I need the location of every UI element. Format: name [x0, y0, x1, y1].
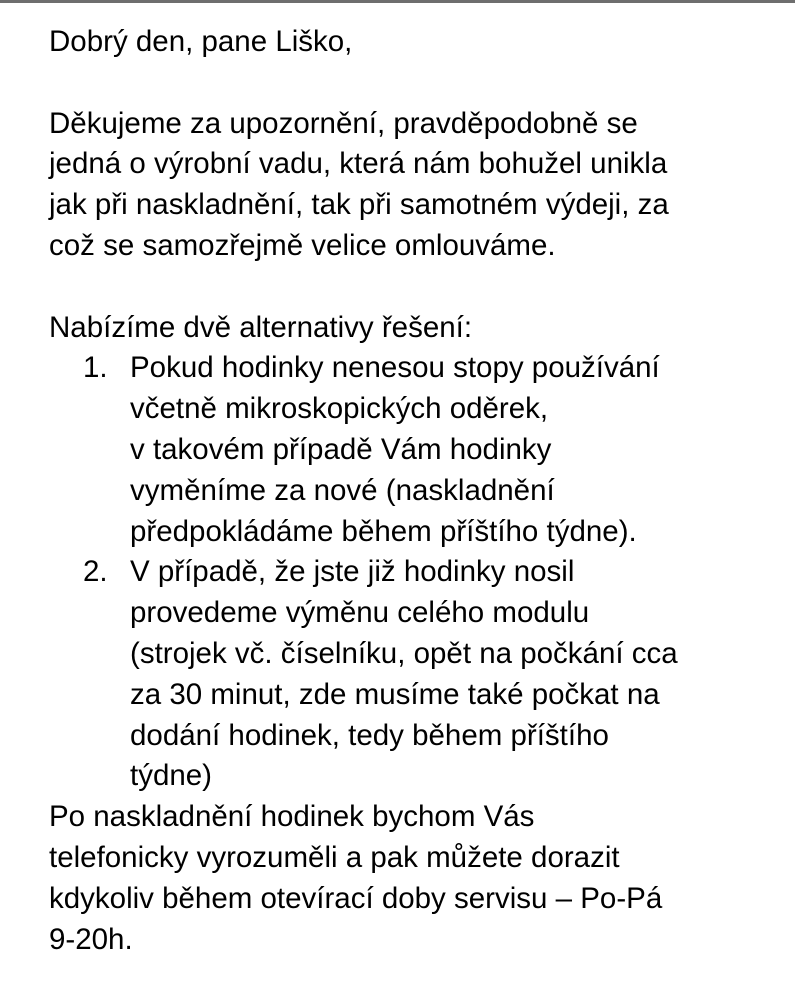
- text-line: (strojek vč. číselníku, opět na počkání cca: [130, 636, 678, 670]
- greeting: Dobrý den, pane Liško,: [49, 25, 353, 58]
- options-intro: Nabízíme dvě alternativy řešení:: [49, 310, 473, 344]
- blank-line: [49, 267, 769, 308]
- message-body: [49, 22, 769, 960]
- text-line: 9-20h.: [49, 922, 133, 956]
- apology-paragraph: [49, 104, 769, 267]
- text-line: jak při naskladnění, tak při samotném výdeji, za: [49, 188, 669, 222]
- text-line: za 30 minut, zde musíme také počkat na: [130, 677, 660, 711]
- text-line: Po naskladnění hodinek bychom Vás: [49, 800, 535, 834]
- text-line: v takovém případě Vám hodinky: [130, 432, 552, 466]
- top-divider: [0, 0, 795, 3]
- list-item: [49, 348, 769, 552]
- text-line: provedeme výměnu celého modulu: [130, 596, 590, 630]
- text-line: dodání hodinek, tedy během příštího: [130, 718, 609, 752]
- text-line: což se samozřejmě velice omlouváme.: [49, 228, 556, 262]
- text-line: kdykoliv během otevírací doby servisu – Po-Pá: [49, 881, 663, 915]
- text-line: jedná o výrobní vadu, která nám bohužel unikla: [49, 147, 668, 181]
- text-line: včetně mikroskopických oděrek,: [130, 392, 549, 426]
- list-item: [49, 552, 769, 797]
- text-line: V případě, že jste již hodinky nosil: [130, 555, 575, 589]
- text-line: telefonicky vyrozuměli a pak můžete dorazit: [49, 840, 620, 874]
- text-line: vyměníme za nové (naskladnění: [130, 473, 555, 507]
- text-line: Pokud hodinky nenesou stopy používání: [130, 351, 660, 385]
- closing-paragraph: [49, 797, 769, 960]
- list-item-number: 2.: [83, 555, 108, 589]
- text-line: Děkujeme za upozornění, pravděpodobně se: [49, 106, 638, 140]
- list-item-number: 1.: [83, 351, 108, 385]
- blank-line: [49, 63, 769, 104]
- options-list: [49, 348, 769, 797]
- text-line: týdne): [130, 759, 212, 793]
- text-line: předpokládáme během příštího týdne).: [130, 514, 637, 548]
